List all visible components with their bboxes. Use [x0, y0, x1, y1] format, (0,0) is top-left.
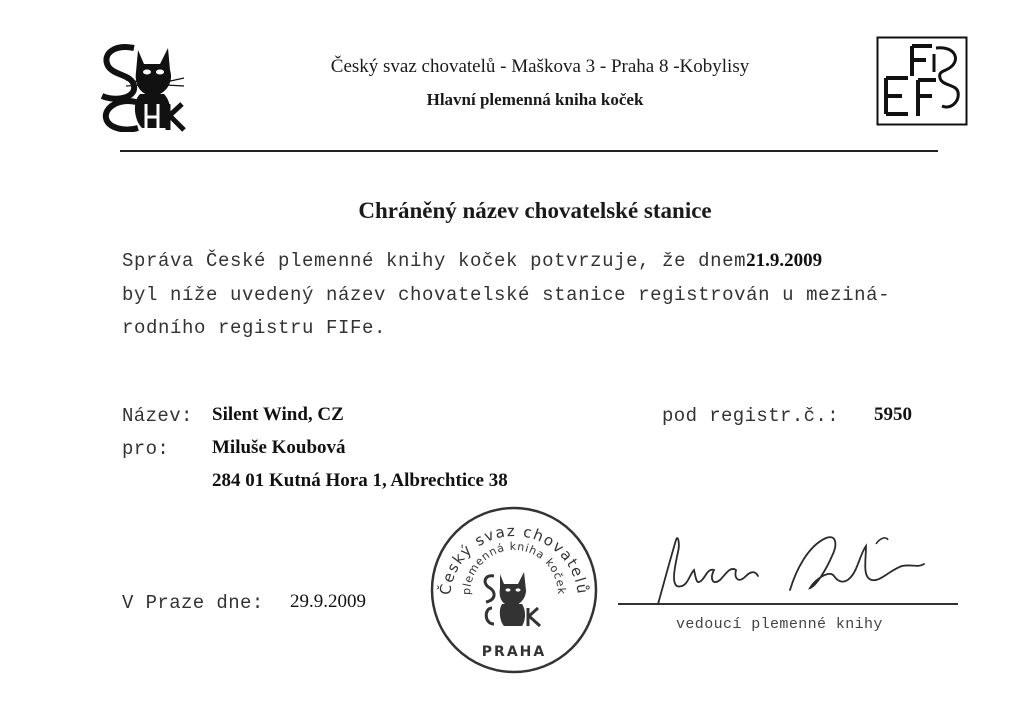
stamp-outer-text: Český svaz chovatelů	[436, 521, 592, 597]
confirmation-date: 21.9.2009	[746, 250, 823, 271]
cat-seal-icon	[485, 572, 540, 626]
body-line-2: byl níže uvedený název chovatelské stanice registrován u meziná-	[122, 284, 891, 306]
header-divider	[120, 150, 938, 152]
stamp-bottom-text: PRAHA	[481, 644, 547, 660]
body-line-1-text: Správa České plemenné knihy koček potvrzuje, že dnem	[122, 250, 747, 272]
signature	[640, 530, 940, 610]
header-address: Český svaz chovatelů - Maškova 3 - Praha 8 -Kobylisy	[330, 56, 750, 77]
signature-line	[618, 603, 958, 605]
body-line-1	[122, 250, 822, 272]
document-title: Chráněný název chovatelské stanice	[358, 198, 712, 223]
official-stamp	[428, 504, 600, 676]
body-line-3: rodního registru FIFe.	[122, 317, 387, 339]
cattery-name: Silent Wind, CZ	[212, 404, 344, 425]
place-date-value: 29.9.2009	[290, 591, 366, 612]
owner-address: 284 01 Kutná Hora 1, Albrechtice 38	[212, 470, 508, 491]
fife-logo-icon	[876, 36, 968, 126]
registration-number: 5950	[874, 404, 912, 425]
owner-name: Miluše Koubová	[212, 437, 346, 458]
place-date-label: V Praze dne:	[122, 592, 264, 614]
header-subtitle: Hlavní plemenná kniha koček	[426, 90, 644, 109]
cat-logo-icon	[96, 40, 192, 132]
stamp-inner-text: plemenná kniha koček	[459, 539, 569, 596]
registration-number-label: pod registr.č.:	[662, 405, 840, 427]
owner-label: pro:	[122, 438, 170, 460]
signature-label: vedoucí plemenné knihy	[676, 616, 883, 633]
name-label: Název:	[122, 405, 193, 427]
